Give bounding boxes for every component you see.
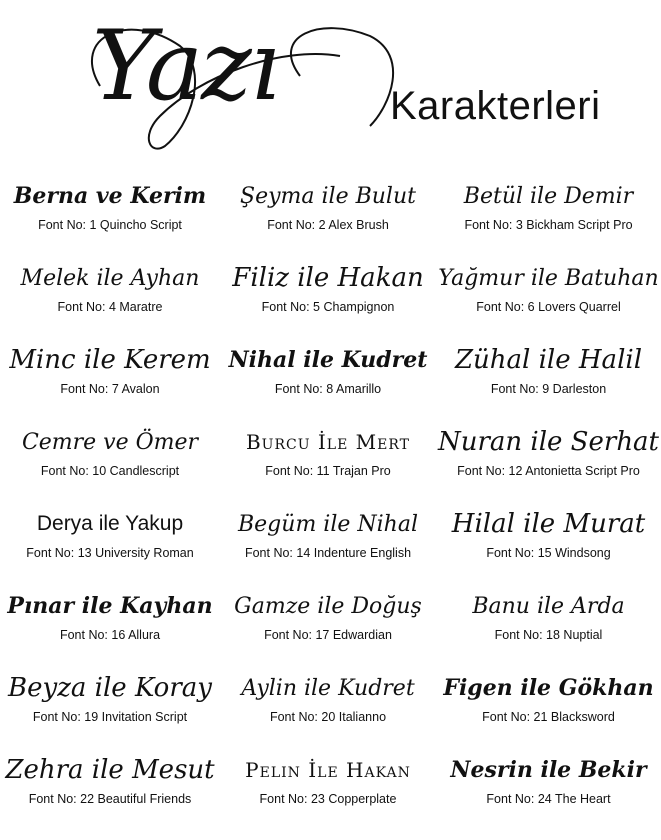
font-samples-grid xyxy=(0,170,661,830)
font-sample-14 xyxy=(220,498,436,580)
font-label: Font No: 18 Nuptial xyxy=(494,628,603,642)
font-sample-text: Gamze ile Doğuş xyxy=(234,593,422,619)
font-sample-22 xyxy=(0,744,220,826)
font-label: Font No: 9 Darleston xyxy=(490,382,607,396)
font-label: Font No: 6 Lovers Quarrel xyxy=(476,300,621,314)
font-sample-text: Beyza ile Koray xyxy=(8,673,212,703)
page-title: Karakterleri xyxy=(390,84,601,128)
font-label: Font No: 17 Edwardian xyxy=(264,628,392,642)
font-sample-2 xyxy=(220,170,436,252)
font-sample-text: Zehra ile Mesut xyxy=(5,755,215,785)
font-sample-3 xyxy=(436,170,661,252)
font-sample-text: Melek ile Ayhan xyxy=(20,265,200,291)
font-sample-text: Nesrin ile Bekir xyxy=(450,757,647,783)
font-sample-13 xyxy=(0,498,220,580)
font-label: Font No: 23 Copperplate xyxy=(259,792,397,806)
font-sample-text: Hilal ile Murat xyxy=(451,509,646,539)
font-label: Font No: 16 Allura xyxy=(59,628,161,642)
font-sample-text: Betül ile Demir xyxy=(463,183,634,209)
font-label: Font No: 5 Champignon xyxy=(261,300,395,314)
font-label: Font No: 7 Avalon xyxy=(60,382,160,396)
page-header xyxy=(0,0,661,168)
font-sample-text: Zühal ile Halil xyxy=(454,345,643,375)
font-sample-6 xyxy=(436,252,661,334)
font-sample-15 xyxy=(436,498,661,580)
font-sample-11 xyxy=(220,416,436,498)
font-sample-16 xyxy=(0,580,220,662)
font-label: Font No: 15 Windsong xyxy=(486,546,611,560)
font-sample-text: Aylin ile Kudret xyxy=(241,675,415,701)
font-label: Font No: 1 Quincho Script xyxy=(38,218,182,232)
font-sample-text: Nuran ile Serhat xyxy=(437,427,660,457)
font-sample-text: Pelin İle Hakan xyxy=(245,758,411,782)
font-label: Font No: 11 Trajan Pro xyxy=(265,464,391,478)
font-sample-21 xyxy=(436,662,661,744)
font-label: Font No: 10 Candlescript xyxy=(40,464,180,478)
font-label: Font No: 21 Blacksword xyxy=(482,710,615,724)
font-sample-text: Filiz ile Hakan xyxy=(232,263,424,293)
font-sample-text: Cemre ve Ömer xyxy=(21,429,199,455)
font-sample-text: Derya ile Yakup xyxy=(36,512,184,535)
font-sample-9 xyxy=(436,334,661,416)
font-label: Font No: 2 Alex Brush xyxy=(267,218,389,232)
font-sample-1 xyxy=(0,170,220,252)
font-sample-text: Pınar ile Kayhan xyxy=(7,593,213,619)
font-label: Font No: 4 Maratre xyxy=(57,300,163,314)
font-sample-text: Nihal ile Kudret xyxy=(228,347,428,373)
font-sample-text: Burcu İle Mert xyxy=(245,430,410,454)
font-label: Font No: 3 Bickham Script Pro xyxy=(464,218,633,232)
font-sample-text: Figen ile Gökhan xyxy=(443,675,654,701)
font-sample-10 xyxy=(0,416,220,498)
font-label: Font No: 12 Antonietta Script Pro xyxy=(457,464,640,478)
font-sample-text: Begüm ile Nihal xyxy=(238,511,418,537)
font-sample-text: Banu ile Arda xyxy=(472,593,625,619)
font-sample-text: Şeyma ile Bulut xyxy=(240,183,416,209)
font-sample-19 xyxy=(0,662,220,744)
font-sample-12 xyxy=(436,416,661,498)
font-sample-7 xyxy=(0,334,220,416)
font-sample-18 xyxy=(436,580,661,662)
font-sample-5 xyxy=(220,252,436,334)
page-title-script: Yazı xyxy=(92,10,279,122)
font-sample-4 xyxy=(0,252,220,334)
font-sample-24 xyxy=(436,744,661,826)
font-label: Font No: 22 Beautiful Friends xyxy=(28,792,192,806)
font-sample-17 xyxy=(220,580,436,662)
font-sample-text: Minc ile Kerem xyxy=(9,345,211,375)
font-sample-23 xyxy=(220,744,436,826)
font-label: Font No: 14 Indenture English xyxy=(244,546,412,560)
font-label: Font No: 19 Invitation Script xyxy=(32,710,188,724)
font-sample-20 xyxy=(220,662,436,744)
font-sample-text: Berna ve Kerim xyxy=(13,183,207,209)
font-label: Font No: 20 Italianno xyxy=(269,710,387,724)
font-label: Font No: 13 University Roman xyxy=(26,546,194,560)
font-sample-8 xyxy=(220,334,436,416)
font-sample-text: Yağmur ile Batuhan xyxy=(438,265,659,291)
font-label: Font No: 8 Amarillo xyxy=(274,382,382,396)
font-label: Font No: 24 The Heart xyxy=(486,792,611,806)
